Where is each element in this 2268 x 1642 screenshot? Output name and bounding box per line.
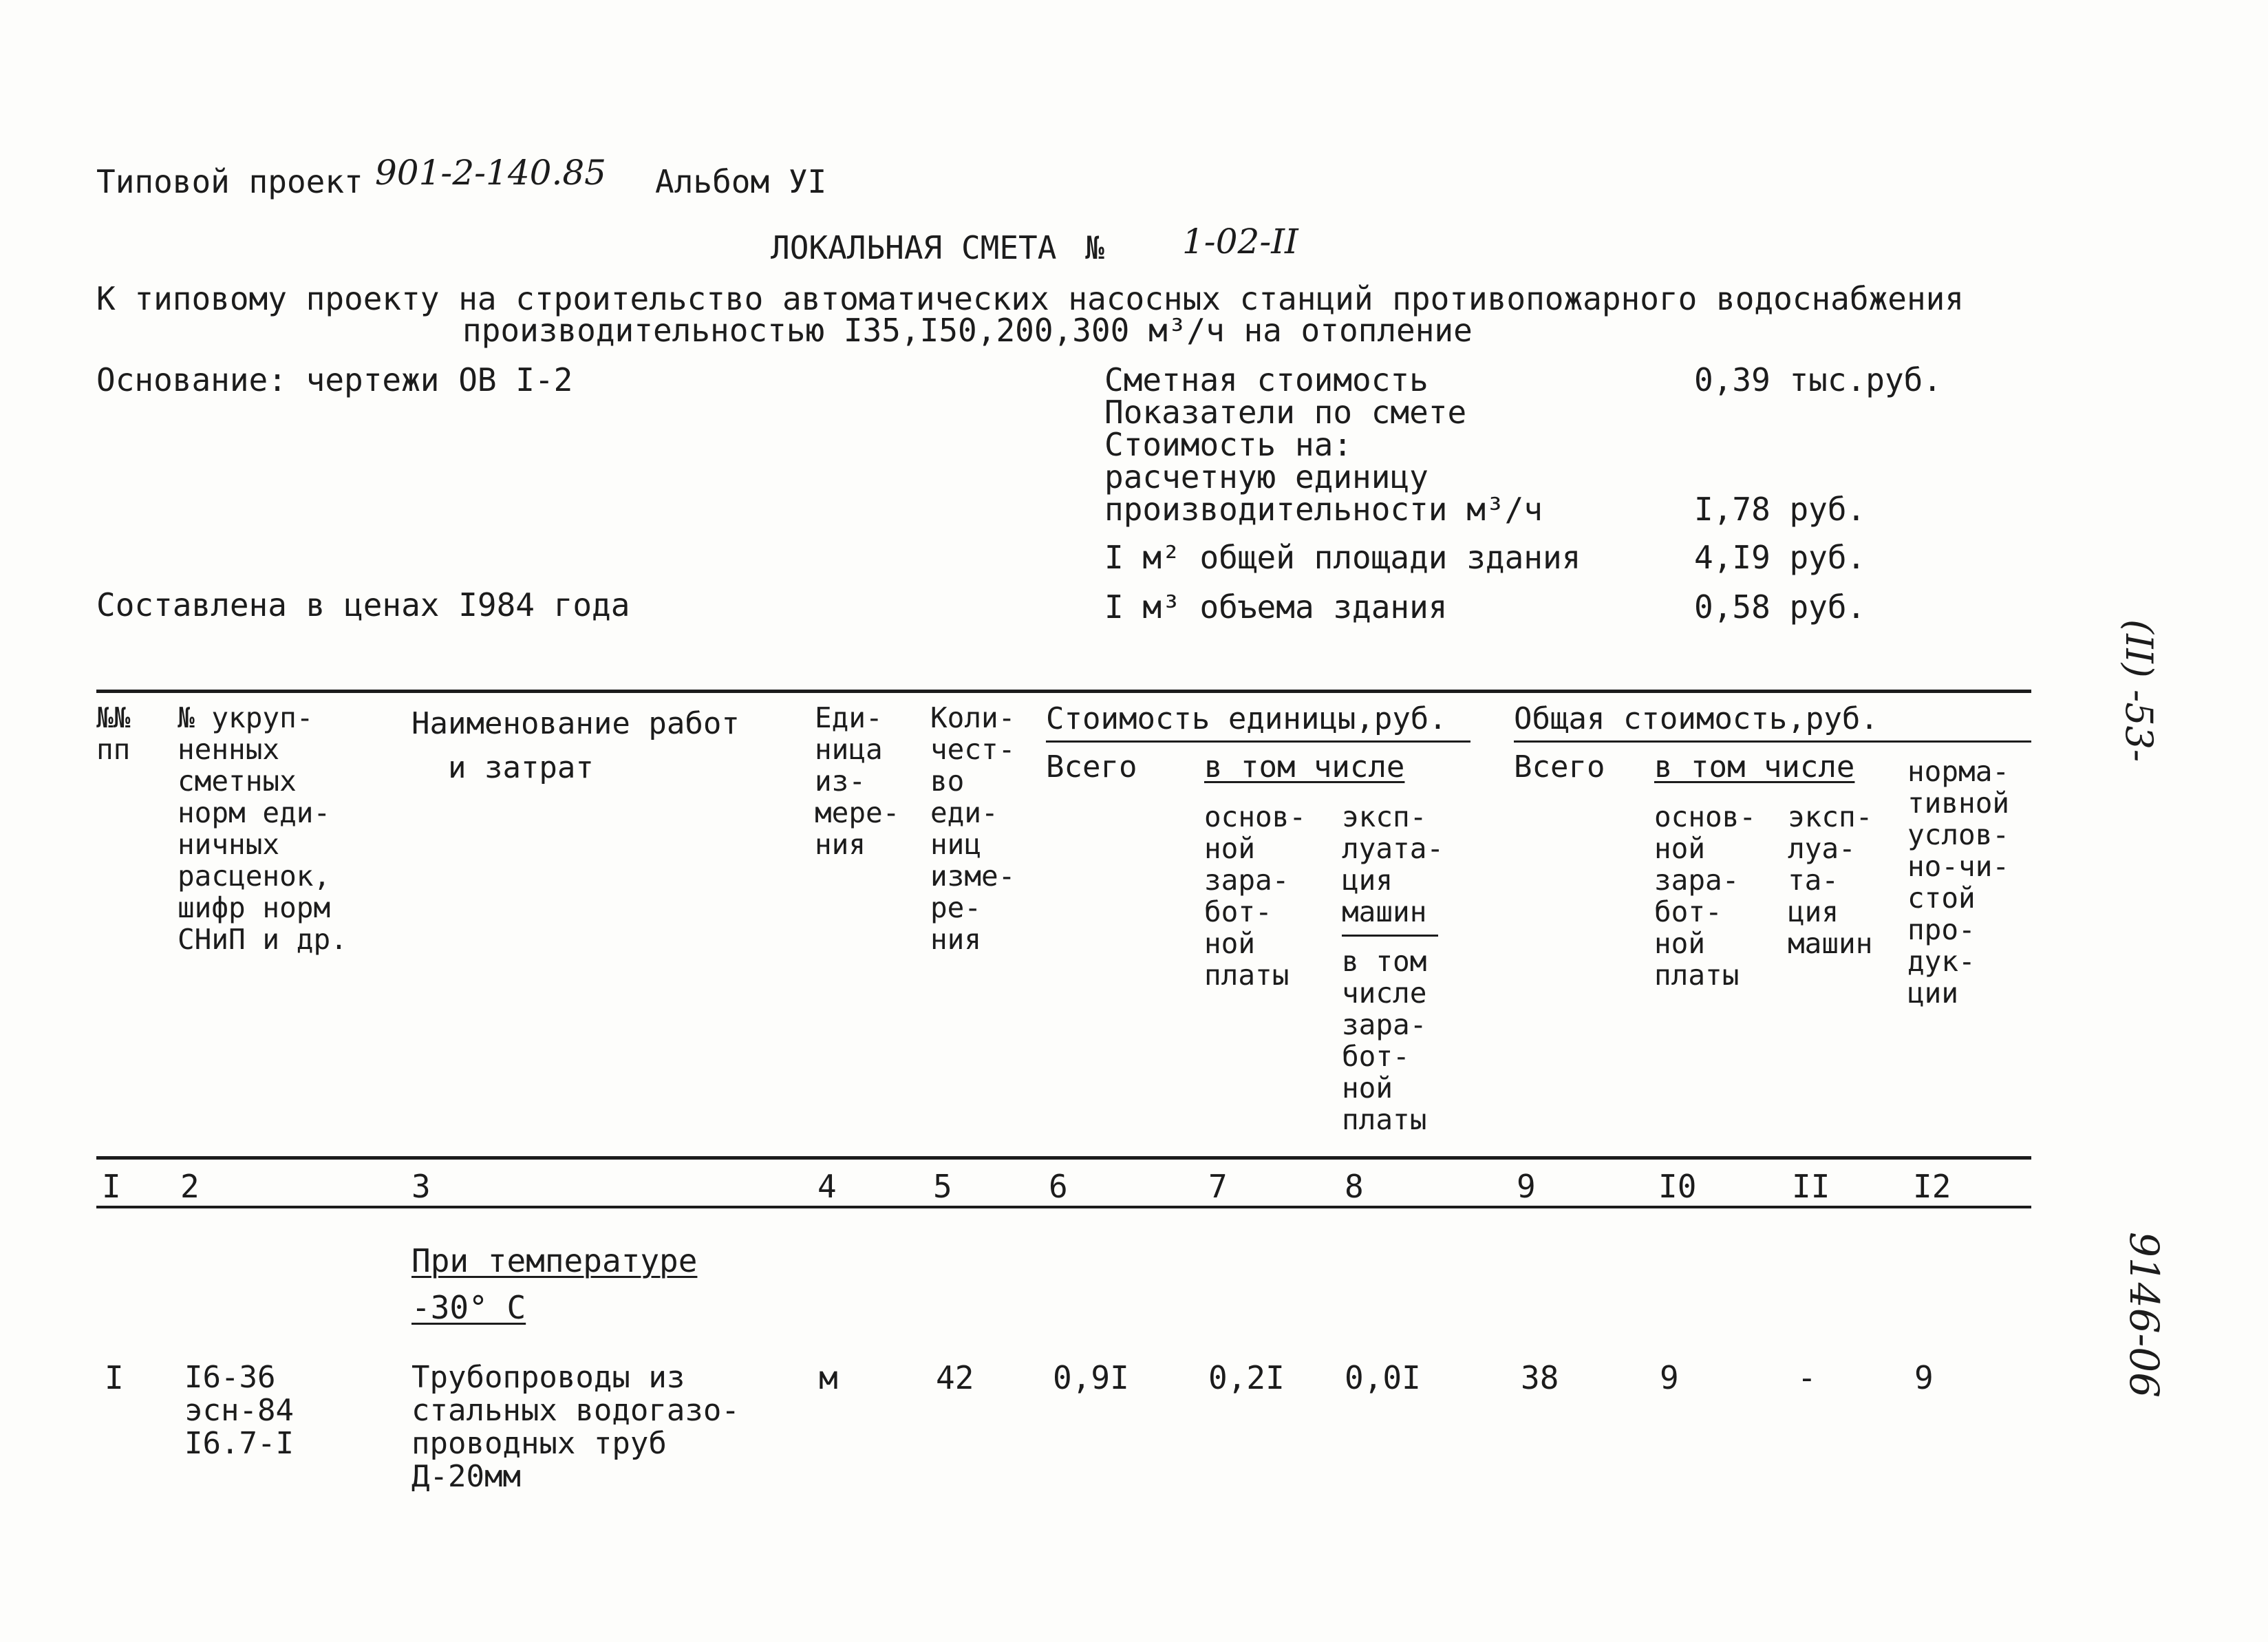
column-number-10: I0 [1658,1168,1697,1205]
header-col-12: норма- тивной услов- но-чи- стой про- дук- ции [1907,755,2010,1010]
row-unit-total: 0,9I [1053,1359,1129,1396]
row-unit-machine: 0,0I [1345,1359,1421,1396]
indicator-unit: руб. [1789,588,1866,626]
indicator-value: I,78 [1694,491,1770,528]
row-total-wage: 9 [1660,1359,1679,1396]
indicator-label-2: Стоимость на: [1104,426,1353,463]
project-prefix: Типовой проект [96,163,363,200]
header-col-11: эксп- луа- та- ция машин [1788,800,1873,960]
indicator-value-5 [1694,541,1865,574]
project-number: 901-2-140.85 [375,153,606,193]
row-number: I [105,1359,124,1396]
header-col-6: Всего [1046,749,1137,785]
indicator-label-4: производительности м³/ч [1104,491,1543,528]
row-unit-wage: 0,2I [1208,1359,1285,1396]
column-number-4: 4 [817,1168,837,1205]
column-number-5: 5 [933,1168,952,1205]
indicator-label-1: Показатели по смете [1104,394,1467,431]
unit-incl-header: в том числе [1204,749,1405,785]
subject-line-2: производительностью I35,I50,200,300 м³/ч на отопление [462,312,1473,349]
title-text: ЛОКАЛЬНАЯ СМЕТА [771,229,1057,266]
row-total: 38 [1521,1359,1559,1396]
column-number-2: 2 [180,1168,200,1205]
header-col-10: основ- ной зара- бот- ной платы [1654,800,1757,992]
row-total-machine: - [1797,1359,1817,1396]
column-number-9: 9 [1517,1168,1536,1205]
indicator-value: 0,58 [1694,588,1770,626]
indicator-value-0 [1694,363,1942,396]
header-col-2: № укруп- ненных сметных норм еди- ничных расценок, шифр норм СНиП и др. [178,701,347,956]
page-mark: (II) -53- [2117,619,2161,763]
row-quantity: 42 [936,1359,974,1396]
header-col-1: №№ пп [96,701,131,766]
column-number-12: I2 [1913,1168,1951,1205]
header-col-9: Всего [1514,749,1605,785]
basis-text: Основание: чертежи ОВ I-2 [96,361,573,398]
indicator-label-0: Сметная стоимость [1104,361,1429,398]
row-unit: м [819,1359,838,1396]
column-number-1: I [102,1168,121,1205]
indicator-label-3: расчетную единицу [1104,458,1429,495]
estimate-number: 1-02-II [1182,222,1298,262]
prices-text: Составлена в ценах I984 года [96,586,630,623]
title-number-sign: № [1085,229,1104,266]
column-number-3: 3 [411,1168,431,1205]
machine-subheader-rule [1342,935,1438,937]
header-col-4: Еди- ница из- мере- ния [815,701,900,861]
indicator-label-6: I м³ объема здания [1104,588,1448,626]
header-col-7: основ- ной зара- бот- ной платы [1204,800,1307,992]
total-cost-group-rule [1514,740,2031,743]
indicator-unit: руб. [1789,491,1866,528]
unit-cost-group-header: Стоимость единицы,руб. [1046,701,1447,736]
album-label: Альбом УI [655,163,827,200]
section-title: При температуре [411,1242,698,1279]
row-normative: 9 [1914,1359,1934,1396]
indicator-unit: руб. [1789,539,1866,576]
section-temperature: -30° С [411,1289,526,1326]
indicator-value: 4,I9 [1694,539,1770,576]
header-col-5: Коли- чест- во еди- ниц изме- ре- ния [930,701,1016,956]
total-incl-header: в том числе [1654,749,1855,785]
header-col-3: Наименование работ и затрат [411,706,740,785]
total-cost-group-header: Общая стоимость,руб. [1514,701,1879,736]
indicator-value-6 [1694,588,1866,626]
column-number-11: II [1792,1168,1830,1205]
row-name: Трубопроводы из стальных водогазо- проводных труб Д-20мм [411,1360,740,1494]
indicator-label-5: I м² общей площади здания [1104,539,1581,576]
project-label [96,165,363,198]
column-number-8: 8 [1345,1168,1364,1205]
column-number-7: 7 [1208,1168,1228,1205]
indicator-unit: тыс.руб. [1789,361,1943,398]
sheet-code: 9146-06 [2121,1232,2168,1398]
indicator-value: 0,39 [1694,361,1770,398]
row-code: I6-36 эсн-84 I6.7-I [184,1360,294,1461]
header-col-8-sub: в том числе зара- бот- ной платы [1342,945,1427,1136]
document-title [771,231,1104,264]
header-bottom-rule [96,1156,2031,1160]
unit-cost-group-rule [1046,740,1470,743]
column-number-6: 6 [1049,1168,1068,1205]
indicator-value-4 [1694,493,1865,526]
column-numbers-rule [96,1206,2031,1208]
table-top-rule [96,690,2031,693]
header-col-8: эксп- луата- ция машин [1342,800,1444,928]
subject-line-1: К типовому проекту на строительство автоматических насосных станций противопожарного водоснабжения [96,280,1965,317]
